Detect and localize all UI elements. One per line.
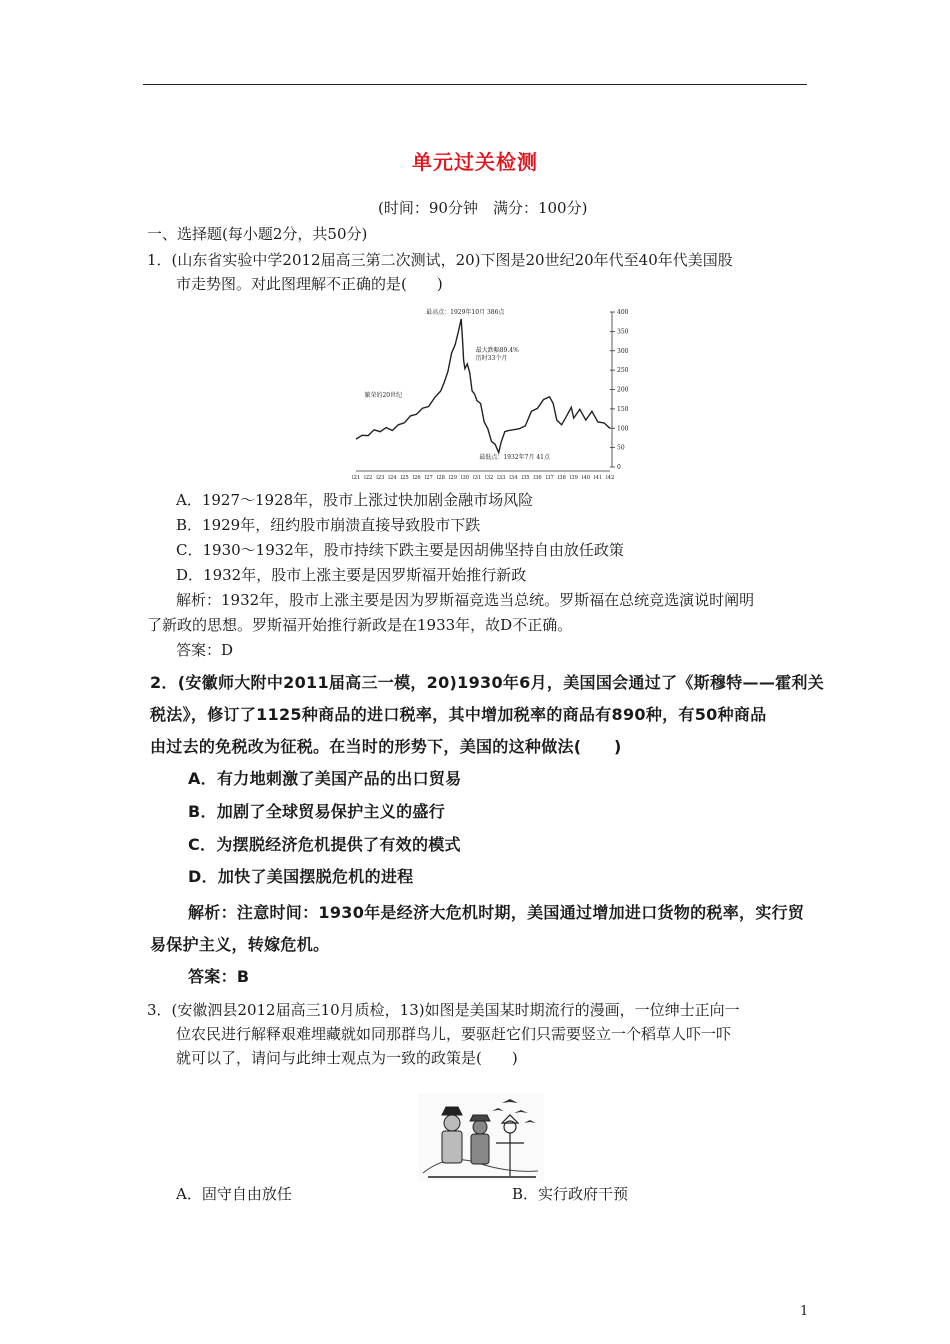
section-heading: 一、选择题(每小题2分，共50分)	[147, 225, 368, 243]
x-tick-label: l22	[364, 475, 373, 481]
x-tick-label: l23	[376, 475, 385, 481]
q1-answer: 答案：D	[176, 641, 234, 659]
q1-stem-line-2: 市走势图。对此图理解不正确的是( )	[176, 275, 443, 293]
x-tick-label: l29	[448, 475, 458, 481]
x-tick-label: l33	[497, 475, 506, 481]
x-tick-label: l35	[521, 475, 530, 481]
x-tick-label: l32	[485, 475, 494, 481]
chart-annotation-duration: 历时33个月	[475, 355, 508, 362]
q2-stem-line-2: 税法》，修订了1125种商品的进口税率，其中增加税率的商品有890种，有50种商品	[150, 705, 767, 724]
q1-analysis-line-2: 了新政的思想。罗斯福开始推行新政是在1933年，故D不正确。	[147, 616, 573, 634]
x-tick-label: l30	[460, 475, 470, 481]
y-tick-label: 250	[617, 367, 629, 375]
x-tick-label: l25	[400, 475, 409, 481]
y-tick-label: 0	[617, 464, 621, 471]
chart-annotation-peak: 最高点：1929年10月 386点	[426, 309, 505, 316]
x-tick-label: l28	[436, 475, 445, 481]
x-tick-label: l37	[545, 475, 554, 481]
x-tick-label: l42	[606, 475, 615, 481]
q1-analysis-line-1: 解析：1932年，股市上涨主要是因为罗斯福竞选当总统。罗斯福在总统竞选演说时阐明	[176, 591, 755, 609]
q3-option-a: A．固守自由放任	[176, 1185, 292, 1203]
q2-option-b: B．加剧了全球贸易保护主义的盛行	[188, 802, 445, 821]
q2-stem-line-1: 2．(安徽师大附中2011届高三一模，20)1930年6月，美国国会通过了《斯穆特——霍利关	[150, 673, 825, 692]
q1-option-d: D．1932年，股市上涨主要是因罗斯福开始推行新政	[176, 566, 527, 584]
chart-annotation-boom: 繁荣的20世纪	[364, 392, 403, 399]
y-tick-label: 350	[617, 328, 629, 336]
x-tick-label: l27	[424, 475, 433, 481]
chart-annotation-drop: 最大跌幅89.4%	[475, 347, 519, 354]
q2-option-d: D．加快了美国摆脱危机的进程	[188, 867, 414, 886]
q3-stem-line-2: 位农民进行解释艰难埋藏就如同那群鸟儿，要驱赶它们只需要竖立一个稻草人吓一吓	[176, 1025, 732, 1043]
page-title: 单元过关检测	[412, 150, 538, 174]
q1-stem-line-1: 1．(山东省实验中学2012届高三第二次测试，20)下图是20世纪20年代至40年代美国股	[147, 251, 733, 269]
x-tick-label: l40	[581, 475, 591, 481]
q2-stem-line-3: 由过去的免税改为征税。在当时的形势下，美国的这种做法( )	[150, 737, 622, 756]
x-tick-label: l26	[412, 475, 421, 481]
page-number: 1	[800, 1304, 809, 1319]
y-tick-label: 200	[617, 386, 629, 394]
x-tick-label: l31	[472, 475, 482, 481]
stock-market-chart	[348, 302, 634, 482]
q2-option-c: C．为摆脱经济危机提供了有效的模式	[188, 835, 461, 854]
chart-annotation-low: 最低点：1932年7月 41点	[479, 454, 551, 461]
x-tick-label: l38	[557, 475, 566, 481]
q2-analysis-line-2: 易保护主义，转嫁危机。	[150, 935, 330, 954]
stock-index-line	[356, 319, 610, 453]
x-tick-label: l21	[352, 475, 361, 481]
exam-subtitle: (时间：90分钟 满分：100分)	[378, 199, 588, 217]
y-tick-label: 400	[617, 309, 629, 316]
q2-option-a: A．有力地刺激了美国产品的出口贸易	[188, 769, 462, 788]
q2-answer: 答案：B	[188, 967, 250, 986]
y-tick-label: 50	[617, 444, 625, 452]
x-tick-label: l41	[593, 475, 603, 481]
x-tick-label: l24	[388, 475, 397, 481]
q1-option-a: A．1927～1928年，股市上涨过快加剧金融市场风险	[176, 491, 534, 509]
x-tick-label: l34	[509, 475, 518, 481]
scarecrow-cartoon-image	[418, 1093, 544, 1181]
y-tick-label: 150	[617, 405, 629, 413]
q3-option-b: B．实行政府干预	[512, 1185, 629, 1203]
header-rule	[143, 84, 807, 85]
q3-stem-line-1: 3．(安徽泗县2012届高三10月质检，13)如图是美国某时期流行的漫画，一位绅士正向一	[147, 1001, 740, 1019]
q1-option-c: C．1930～1932年，股市持续下跌主要是因胡佛坚持自由放任政策	[176, 541, 624, 559]
q2-analysis-line-1: 解析：注意时间：1930年是经济大危机时期，美国通过增加进口货物的税率，实行贸	[188, 903, 805, 922]
q1-option-b: B．1929年，纽约股市崩溃直接导致股市下跌	[176, 516, 481, 534]
x-tick-label: l39	[569, 475, 578, 481]
x-tick-label: l36	[533, 475, 542, 481]
y-tick-label: 100	[617, 425, 629, 433]
y-tick-label: 300	[617, 347, 629, 355]
q3-stem-line-3: 就可以了，请问与此绅士观点为一致的政策是( )	[176, 1049, 518, 1067]
